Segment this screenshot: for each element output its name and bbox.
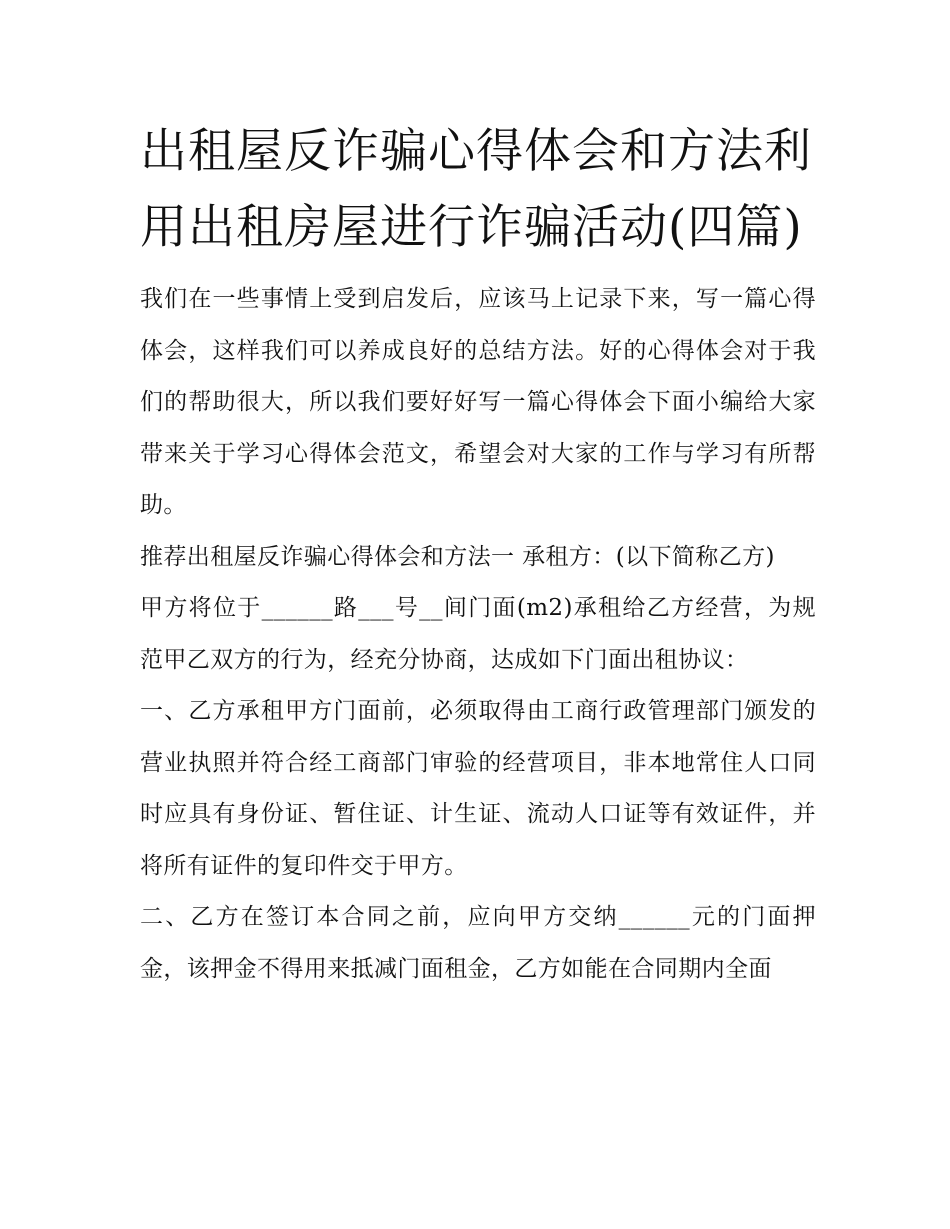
clause-one-paragraph: 一、乙方承租甲方门面前，必须取得由工商行政管理部门颁发的营业执照并符合经工商部门审验的经营项目，非本地常住人口同时应具有身份证、暂住证、计生证、流动人口证等有效证件，并将所有证件的复印件交于甲方。	[140, 698, 816, 879]
document-body	[140, 114, 816, 995]
recommend-heading-paragraph: 推荐出租屋反诈骗心得体会和方法一 承租方：(以下简称乙方)	[140, 543, 775, 570]
clause-two-paragraph: 二、乙方在签订本合同之前，应向甲方交纳______元的门面押金，该押金不得用来抵减门面租金，乙方如能在合同期内全面	[140, 904, 816, 982]
intro-paragraph: 我们在一些事情上受到启发后，应该马上记录下来，写一篇心得体会，这样我们可以养成良好的总结方法。好的心得体会对于我们的帮助很大，所以我们要好好写一篇心得体会下面小编给大家带来关于学习心得体会范文，希望会对大家的工作与学习有所帮助。	[140, 286, 816, 518]
document-title: 出租屋反诈骗心得体会和方法利用出租房屋进行诈骗活动(四篇)	[140, 124, 812, 255]
lease-scope-paragraph: 甲方将位于______路___号__间门面(m2)承租给乙方经营，为规范甲乙双方的行为，经充分协商，达成如下门面出租协议：	[140, 595, 816, 673]
